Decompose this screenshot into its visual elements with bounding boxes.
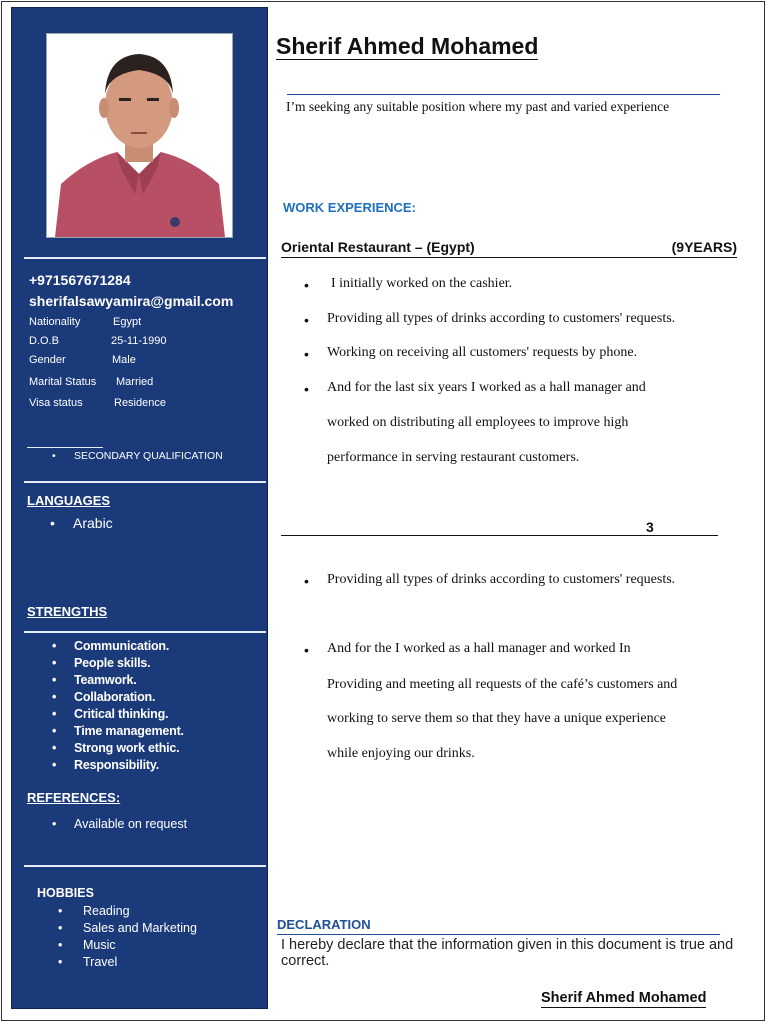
job2-duty-line: And for the I worked as a hall manager and worked In (327, 641, 631, 656)
references-heading: REFERENCES: (27, 790, 121, 805)
job1-duration: (9YEARS) (671, 239, 737, 255)
job2-duty: Providing all types of drinks according to customers' requests. (327, 572, 676, 587)
work-experience-heading: WORK EXPERIENCE: (283, 200, 416, 215)
languages-list (30, 514, 113, 532)
language-item: • Arabic (30, 514, 113, 532)
hobbies-list (30, 903, 197, 971)
divider (24, 257, 266, 259)
marital-status-label: Marital Status (29, 376, 97, 388)
bullet-dot: • (304, 573, 309, 589)
dob-value: 25-11-1990 (111, 335, 167, 347)
bullet-dot: • (304, 346, 309, 362)
gender-value: Male (112, 354, 136, 366)
job1-duty-line: And for the last six years I worked as a hall manager and (327, 380, 646, 395)
dob-label: D.O.B (29, 335, 59, 347)
hobby-item: • Music (30, 937, 197, 954)
job2-duty-line: while enjoying our drinks. (327, 746, 475, 761)
divider (24, 481, 266, 483)
nationality-label: Nationality (29, 316, 81, 328)
objective-text: I’m seeking any suitable position where my past and varied experience (286, 99, 670, 114)
marital-status-value: Married (116, 376, 154, 388)
qualification-list (30, 449, 223, 463)
gender-label: Gender (29, 354, 66, 366)
strength-item: • Teamwork. (30, 672, 184, 689)
job1-duty: I initially worked on the cashier. (331, 276, 513, 291)
declaration-text: I hereby declare that the information given in this document is true and correct. (281, 937, 734, 969)
nationality-value: Egypt (113, 316, 142, 328)
job2-duty-line: Providing and meeting all requests of the café’s customers and (327, 677, 678, 692)
hobbies-heading: HOBBIES (37, 886, 94, 900)
bullet-dot: • (304, 277, 309, 293)
strength-item: • People skills. (30, 655, 184, 672)
short-divider (27, 447, 103, 448)
strength-item: • Responsibility. (30, 757, 184, 774)
references-list (30, 816, 187, 832)
header-rule (287, 94, 720, 95)
strengths-list (30, 638, 184, 774)
qualification-item: • SECONDARY QUALIFICATION (30, 449, 223, 463)
job2-title-rule (281, 535, 718, 536)
profile-photo (46, 33, 233, 238)
candidate-name: Sherif Ahmed Mohamed (276, 33, 539, 59)
reference-item: • Available on request (30, 816, 187, 832)
visa-status-label: Visa status (29, 397, 83, 409)
bullet-dot: • (304, 642, 309, 658)
job1-duty: Providing all types of drinks according to customers' requests. (327, 311, 676, 326)
job1-title: Oriental Restaurant – (Egypt) (281, 239, 475, 255)
hobby-item: • Reading (30, 903, 197, 920)
strengths-heading: STRENGTHS (27, 604, 108, 619)
strength-item: • Strong work ethic. (30, 740, 184, 757)
job2-duty-line: working to serve them so that they have a unique experience (327, 711, 666, 726)
sidebar (11, 7, 268, 1009)
job1-title-row (281, 239, 737, 258)
job1-duty-line: worked on distributing all employees to improve high (327, 415, 629, 430)
hobby-item: • Travel (30, 954, 197, 971)
hobby-item: • Sales and Marketing (30, 920, 197, 937)
job2-number: 3 (646, 519, 654, 535)
visa-status-value: Residence (114, 397, 166, 409)
strength-item: • Collaboration. (30, 689, 184, 706)
declaration-rule (277, 934, 720, 935)
languages-heading: LANGUAGES (27, 493, 111, 508)
bullet-dot: • (304, 381, 309, 397)
divider (24, 865, 266, 867)
job1-duty: Working on receiving all customers' requests by phone. (327, 345, 638, 360)
strength-item: • Communication. (30, 638, 184, 655)
email-address: sherifalsawyamira@gmail.com (29, 293, 234, 309)
phone-number: +971567671284 (29, 272, 131, 288)
declaration-heading: DECLARATION (277, 917, 371, 932)
divider (24, 631, 266, 633)
strength-item: • Time management. (30, 723, 184, 740)
job1-duty-line: performance in serving restaurant customers. (327, 450, 580, 465)
signature-name: Sherif Ahmed Mohamed (541, 990, 707, 1006)
bullet-dot: • (304, 312, 309, 328)
strength-item: • Critical thinking. (30, 706, 184, 723)
